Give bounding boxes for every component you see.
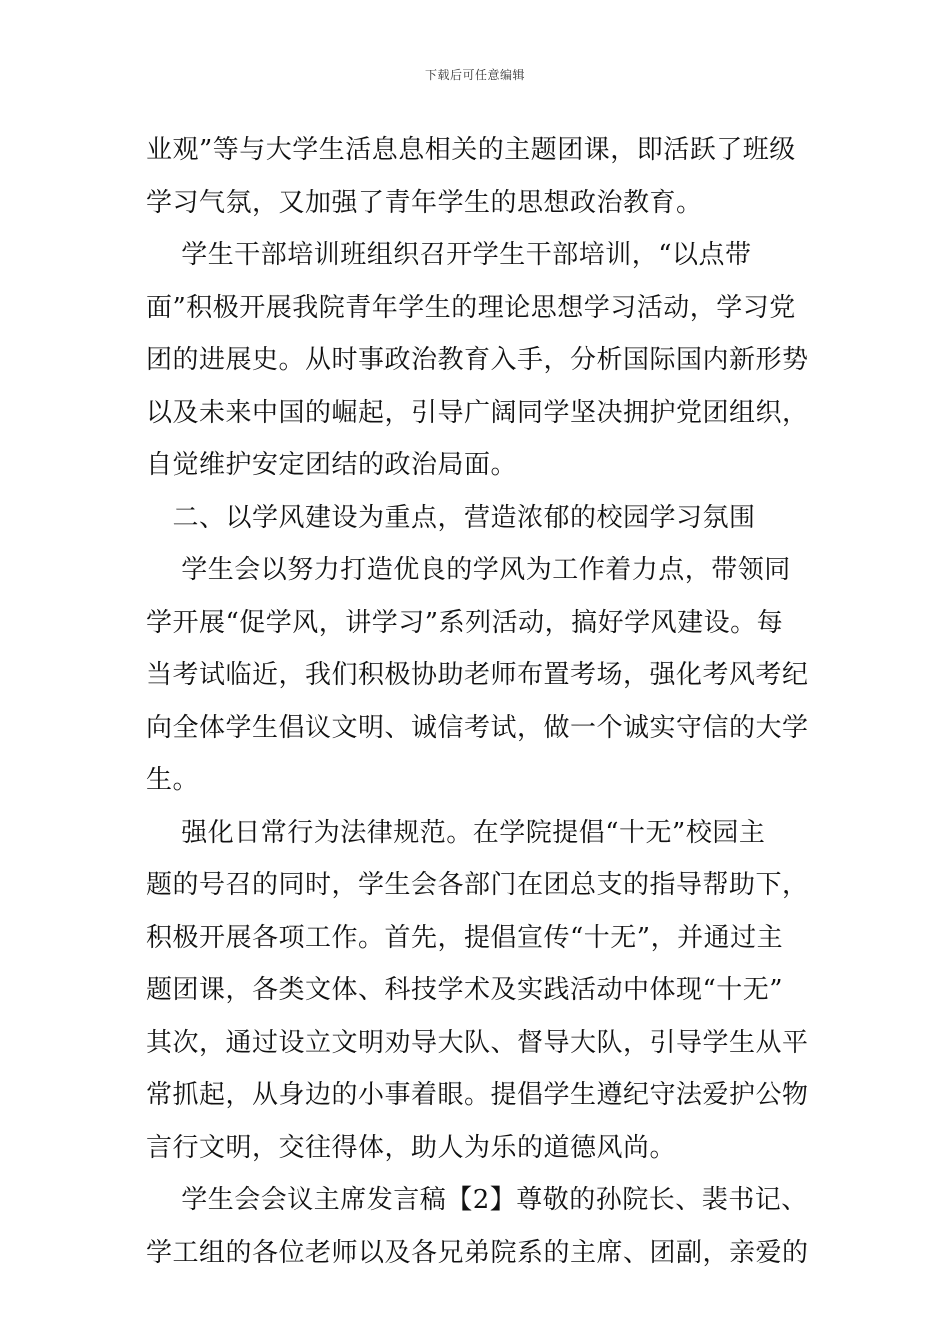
text-line: 学生会会议主席发言稿【2】尊敬的孙院长、裴书记、: [146, 1185, 808, 1215]
text-line: 向全体学生倡议文明、诚信考试，做一个诚实守信的大学: [146, 712, 809, 743]
text-line: 常抓起，从身边的小事着眼。提倡学生遵纪守法爱护公物: [146, 1080, 809, 1110]
text-line: 学开展“促学风，讲学习”系列活动，搞好学风建设。每: [146, 607, 784, 638]
text-line: 学工组的各位老师以及各兄弟院系的主席、团副，亲爱的: [146, 1237, 809, 1268]
text-line: 言行文明，交往得体，助人为乐的道德风尚。: [146, 1132, 677, 1163]
text-line: 业观”等与大学生活息息相关的主题团课，即活跃了班级: [146, 135, 796, 165]
text-line: 自觉维护安定团结的政治局面。: [146, 450, 518, 480]
text-line: 以及未来中国的崛起，引导广阔同学坚决拥护党团组织，: [146, 397, 809, 428]
text-line: 题的号召的同时，学生会各部门在团总支的指导帮助下，: [146, 870, 809, 900]
page-header: 下载后可任意编辑: [424, 68, 525, 82]
text-line: 题团课，各类文体、科技学术及实践活动中体现“十无”: [146, 975, 784, 1005]
text-line: 学生干部培训班组织召开学生干部培训，“以点带: [146, 240, 752, 270]
text-line: 强化日常行为法律规范。在学院提倡“十无”校园主: [146, 817, 766, 848]
text-line: 生。: [146, 765, 200, 795]
section-heading: 二、以学风建设为重点，营造浓郁的校园学习氛围: [146, 502, 756, 533]
document-body: [146, 124, 816, 1279]
text-line: 当考试临近，我们积极协助老师布置考场，强化考风考纪: [146, 660, 809, 690]
text-line: 学生会以努力打造优良的学风为工作着力点，带领同: [146, 555, 791, 585]
text-line: 学习气氛，又加强了青年学生的思想政治教育。: [146, 187, 703, 218]
text-line: 团的进展史。从时事政治教育入手，分析国际国内新形势: [146, 345, 809, 375]
text-line: 面”积极开展我院青年学生的理论思想学习活动，学习党: [146, 292, 796, 323]
text-line: 其次，通过设立文明劝导大队、督导大队，引导学生从平: [146, 1027, 809, 1058]
text-line: 积极开展各项工作。首先，提倡宣传“十无”，并通过主: [146, 922, 784, 953]
